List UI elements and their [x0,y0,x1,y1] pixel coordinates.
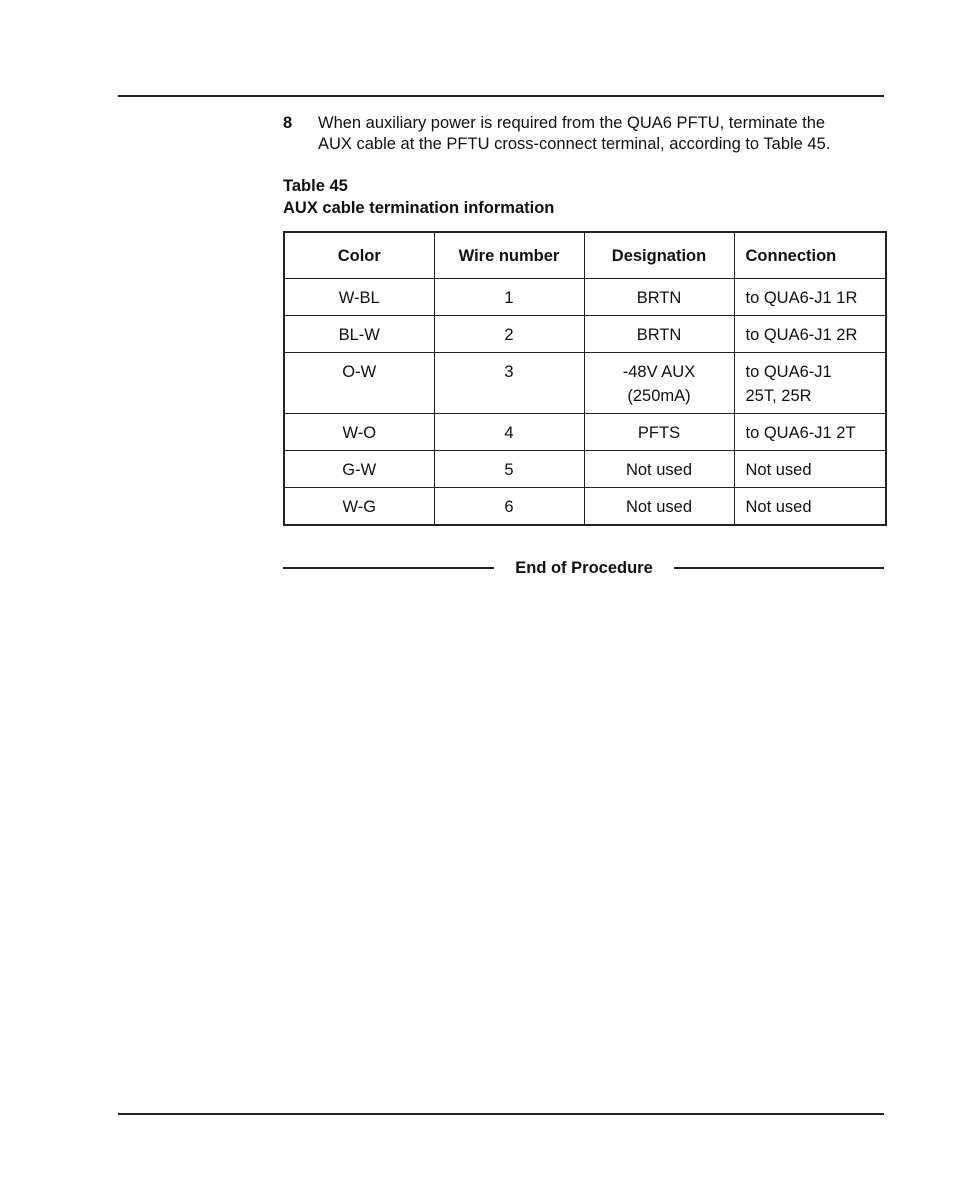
cell-color: BL-W [284,316,434,353]
cell-wire-number: 5 [434,451,584,488]
cell-connection [734,279,886,316]
cell-connection [734,316,886,353]
cell-line: Not used [625,461,693,479]
table-row [284,451,886,488]
step-text-line: When auxiliary power is required from the QUA6 PFTU, terminate the [318,114,826,132]
cell-line: 25T, 25R [745,387,812,405]
end-rule-right [674,567,884,569]
cell-wire-number: 2 [434,316,584,353]
end-of-procedure-text: End of Procedure [515,559,653,577]
aux-cable-table [283,231,887,526]
header-color: Color [284,232,434,279]
table-row [284,488,886,526]
cell-wire-number: 3 [434,353,584,414]
header-connection: Connection [734,232,886,279]
step-text [318,113,883,155]
cell-wire-number: 1 [434,279,584,316]
cell-color: W-BL [284,279,434,316]
table-title: AUX cable termination information [283,199,555,217]
cell-line: -48V AUX [622,363,696,381]
cell-line: Not used [625,498,693,516]
cell-line: to QUA6-J1 2T [745,424,856,442]
cell-line: BRTN [636,326,682,344]
cell-color: O-W [284,353,434,414]
table-row [284,316,886,353]
cell-line: BRTN [636,289,682,307]
table-row [284,279,886,316]
cell-connection [734,488,886,526]
step-number: 8 [283,114,293,132]
cell-designation [584,488,734,526]
cell-designation [584,451,734,488]
cell-line: (250mA) [627,387,691,405]
table-number: Table 45 [283,177,348,195]
header-designation: Designation [584,232,734,279]
cell-wire-number: 6 [434,488,584,526]
step-text-line: AUX cable at the PFTU cross-connect terminal, according to Table 45. [318,135,831,153]
table-row [284,414,886,451]
table-caption [283,175,554,219]
cell-designation [584,414,734,451]
cell-line: Not used [745,461,812,479]
cell-wire-number: 4 [434,414,584,451]
header-rule [118,95,884,97]
cell-line: to QUA6-J1 2R [745,326,858,344]
cell-designation [584,316,734,353]
cell-color: W-O [284,414,434,451]
cell-designation [584,353,734,414]
cell-line: to QUA6-J1 1R [745,289,858,307]
cell-line: Not used [745,498,812,516]
cell-color: G-W [284,451,434,488]
cell-connection [734,353,886,414]
cell-designation [584,279,734,316]
table-row [284,353,886,414]
header-wire-number: Wire number [434,232,584,279]
cell-connection [734,451,886,488]
cell-color: W-G [284,488,434,526]
end-of-procedure-marker [283,557,884,579]
end-rule-left [283,567,494,569]
table-header-row [284,232,886,279]
cell-line: PFTS [637,424,681,442]
cell-line: to QUA6-J1 [745,363,832,381]
cell-connection [734,414,886,451]
footer-rule [118,1113,884,1115]
